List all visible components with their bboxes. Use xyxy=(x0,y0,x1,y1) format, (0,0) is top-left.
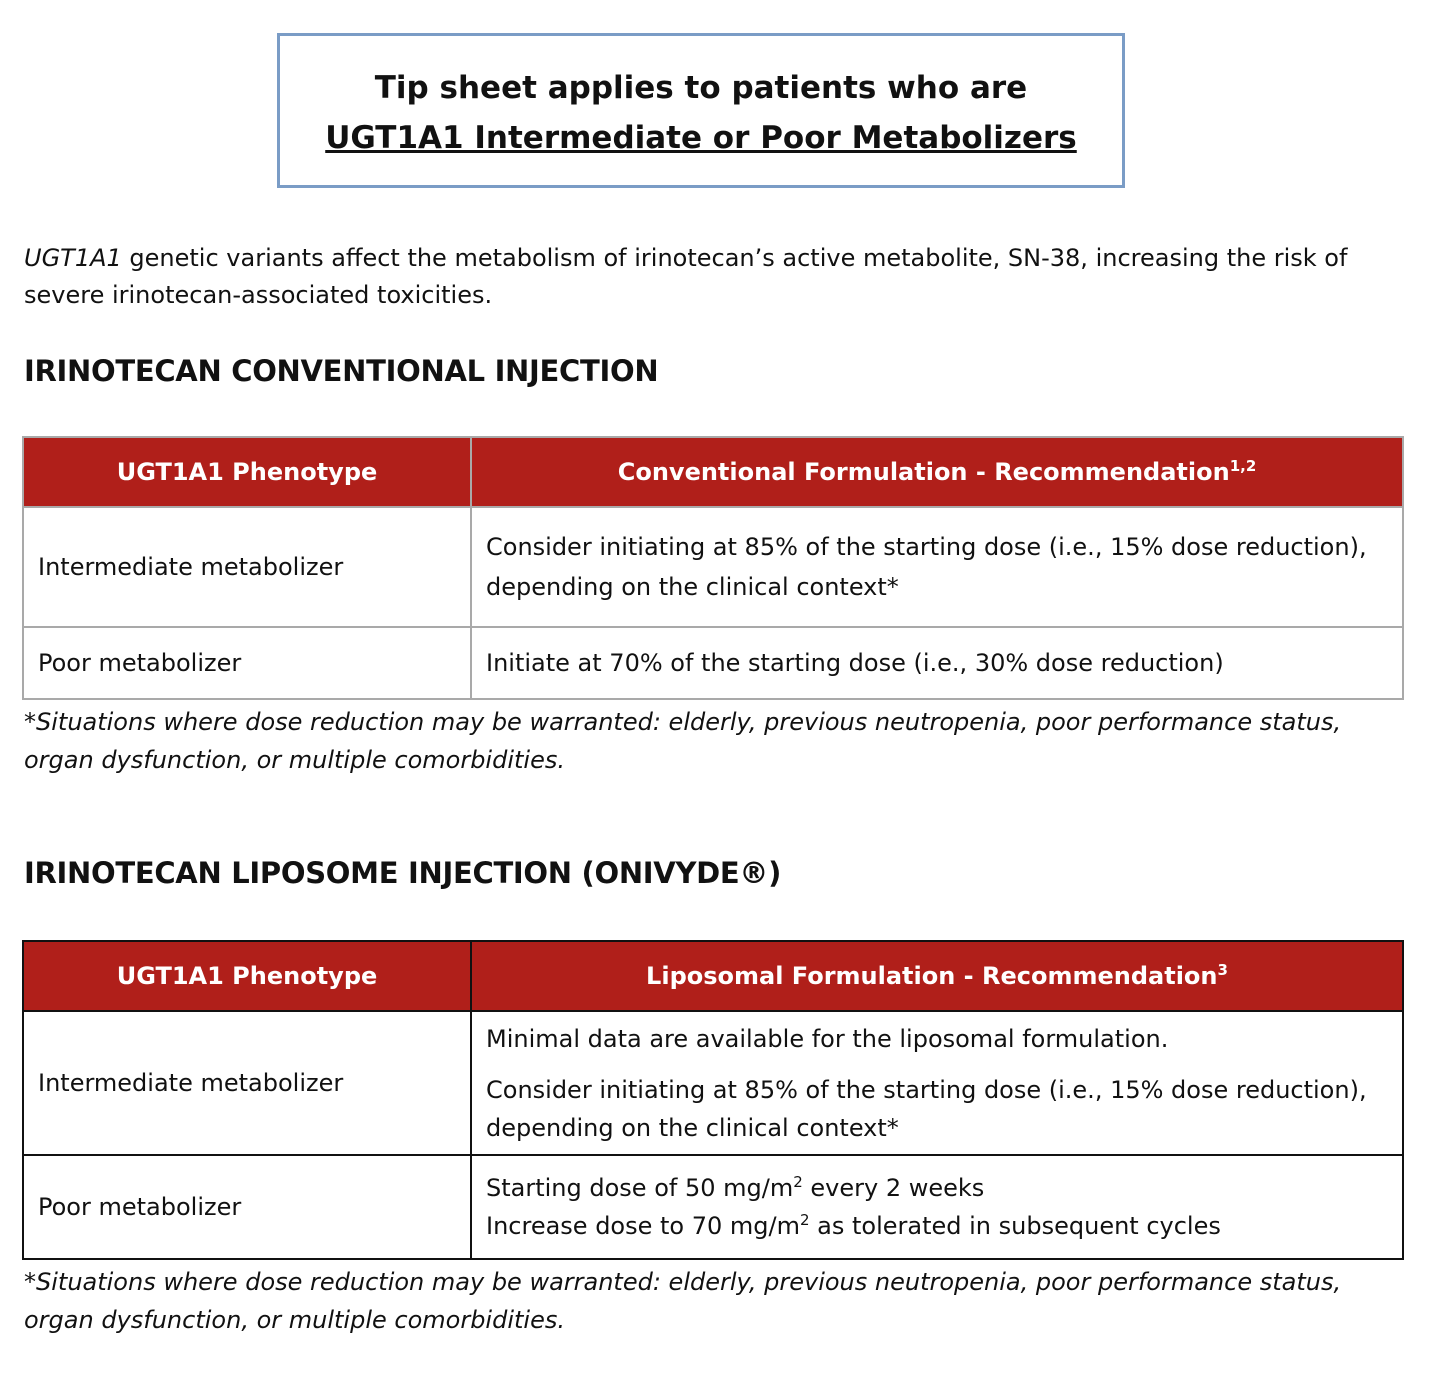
phenotype-cell: Poor metabolizer xyxy=(23,1155,471,1259)
reference-superscript: 1,2 xyxy=(1229,457,1257,475)
liposomal-recommendation-table xyxy=(22,940,1404,1260)
table-header-row xyxy=(23,941,1403,1011)
recommendation-column-header xyxy=(471,437,1403,507)
recommendation-paragraph: Minimal data are available for the liposomal formulation. xyxy=(486,1025,1169,1053)
dose-text: Increase dose to 70 mg/m xyxy=(486,1212,800,1240)
recommendation-header-text: Conventional Formulation - Recommendation xyxy=(617,458,1230,486)
dose-line xyxy=(486,1207,1388,1245)
recommendation-header-text: Liposomal Formulation - Recommendation xyxy=(646,962,1218,990)
table-row xyxy=(23,1155,1403,1259)
phenotype-cell: Intermediate metabolizer xyxy=(23,1011,471,1155)
title-line-2: UGT1A1 Intermediate or Poor Metabolizers xyxy=(325,120,1077,156)
intro-paragraph xyxy=(24,240,1404,314)
phenotype-cell: Poor metabolizer xyxy=(23,627,471,699)
conventional-section-heading: IRINOTECAN CONVENTIONAL INJECTION xyxy=(24,354,659,388)
intro-text: genetic variants affect the metabolism of irinotecan’s active metabolite, SN-38, increasing the risk of severe irinotecan-associated toxicities. xyxy=(24,244,1348,309)
table-row xyxy=(23,507,1403,627)
dose-text: every 2 weeks xyxy=(802,1174,985,1202)
recommendation-paragraph: Consider initiating at 85% of the starting dose (i.e., 15% dose reduction), depending on the clinical context* xyxy=(486,1076,1367,1142)
recommendation-cell xyxy=(471,1155,1403,1259)
table-row xyxy=(23,1011,1403,1155)
unit-superscript: 2 xyxy=(799,1211,810,1229)
unit-superscript: 2 xyxy=(793,1173,803,1191)
table-header-row xyxy=(23,437,1403,507)
liposome-section-heading: IRINOTECAN LIPOSOME INJECTION (ONIVYDE®) xyxy=(24,856,782,890)
recommendation-column-header xyxy=(471,941,1403,1011)
phenotype-column-header: UGT1A1 Phenotype xyxy=(23,941,471,1011)
conventional-footnote: *Situations where dose reduction may be warranted: elderly, previous neutropenia, poor performance status, organ dysfunction, or multiple comorbidities. xyxy=(24,708,1342,774)
title-box xyxy=(277,33,1125,188)
table-row xyxy=(23,627,1403,699)
phenotype-column-header: UGT1A1 Phenotype xyxy=(23,437,471,507)
recommendation-cell: Initiate at 70% of the starting dose (i.e., 30% dose reduction) xyxy=(471,627,1403,699)
recommendation-cell xyxy=(471,1011,1403,1155)
conventional-recommendation-table xyxy=(22,436,1404,700)
liposome-footnote: *Situations where dose reduction may be warranted: elderly, previous neutropenia, poor performance status, organ dysfunction, or multiple comorbidities. xyxy=(24,1268,1342,1334)
recommendation-cell: Consider initiating at 85% of the starting dose (i.e., 15% dose reduction), depending on the clinical context* xyxy=(471,507,1403,627)
reference-superscript: 3 xyxy=(1217,961,1228,979)
dose-text: as tolerated in subsequent cycles xyxy=(809,1212,1221,1240)
dose-line xyxy=(486,1169,1388,1207)
gene-name: UGT1A1 xyxy=(24,244,122,272)
dose-text: Starting dose of 50 mg/m xyxy=(486,1174,794,1202)
phenotype-cell: Intermediate metabolizer xyxy=(23,507,471,627)
title-line-1: Tip sheet applies to patients who are xyxy=(374,70,1028,106)
